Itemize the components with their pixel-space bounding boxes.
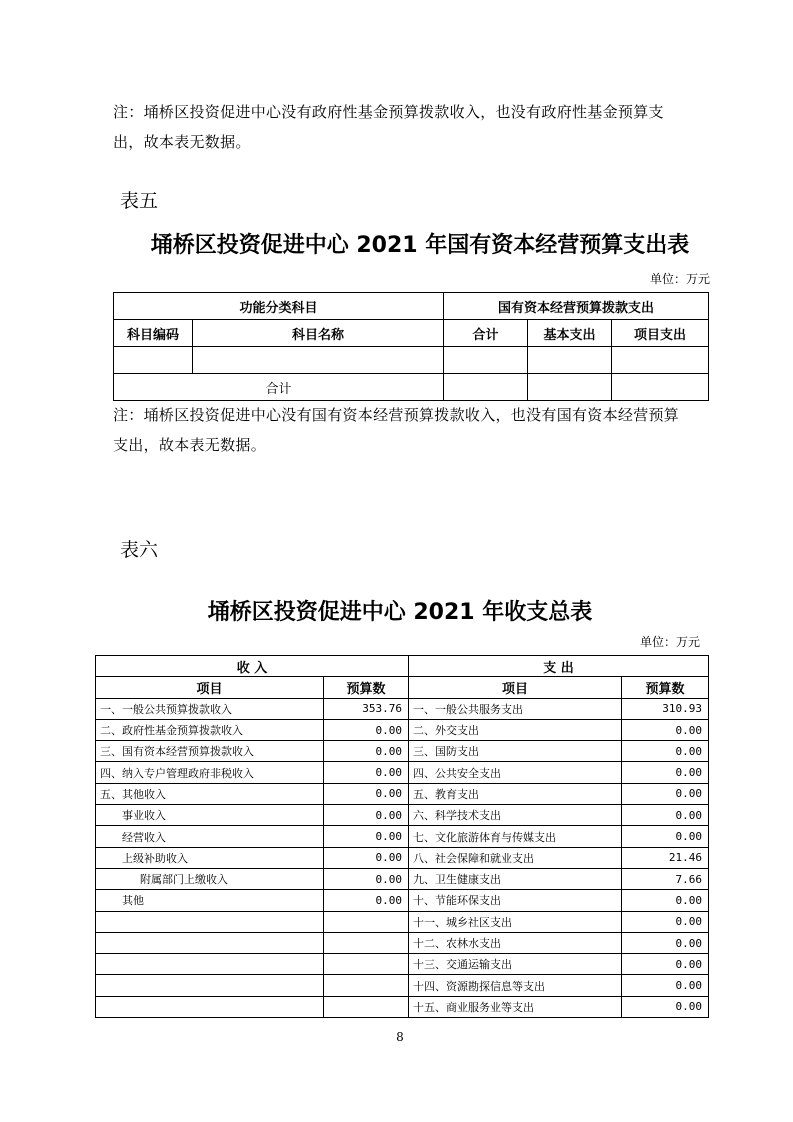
table-row	[96, 783, 709, 804]
table5-col-total: 合计	[444, 320, 528, 347]
income-item	[96, 954, 324, 975]
expense-item: 四、公共安全支出	[409, 762, 622, 783]
table5	[113, 292, 709, 401]
note-2-line-2: 支出，故本表无数据。	[113, 436, 267, 454]
table-row	[96, 741, 709, 762]
table-row	[96, 719, 709, 740]
income-value	[324, 996, 409, 1017]
table5-empty-cell	[444, 374, 528, 401]
expense-item: 十四、资源勘探信息等支出	[409, 975, 622, 996]
table6-col-income-budget: 预算数	[324, 677, 409, 698]
expense-item: 十一、城乡社区支出	[409, 911, 622, 932]
income-item: 四、纳入专户管理政府非税收入	[96, 762, 324, 783]
table5-col-basic: 基本支出	[528, 320, 612, 347]
income-value	[324, 911, 409, 932]
table-row	[96, 762, 709, 783]
table5-unit: 单位：万元	[649, 272, 710, 286]
table6-col-income-item: 项目	[96, 677, 324, 698]
table6-title: 埇桥区投资促进中心 2021 年收支总表	[207, 600, 593, 625]
expense-value: 310.93	[622, 698, 709, 719]
table5-empty-cell	[444, 347, 528, 374]
expense-item: 十、节能环保支出	[409, 890, 622, 911]
table5-empty-cell	[612, 374, 709, 401]
expense-value: 0.00	[622, 762, 709, 783]
expense-item: 三、国防支出	[409, 741, 622, 762]
expense-value: 0.00	[622, 932, 709, 953]
expense-item: 七、文化旅游体育与传媒支出	[409, 826, 622, 847]
table-row	[96, 868, 709, 889]
table5-empty-cell	[528, 347, 612, 374]
table5-group-state-capital: 国有资本经营预算拨款支出	[444, 293, 709, 320]
table6-income-header: 收 入	[96, 656, 409, 677]
income-value: 0.00	[324, 805, 409, 826]
income-item	[96, 975, 324, 996]
expense-item: 八、社会保障和就业支出	[409, 847, 622, 868]
table-row	[96, 805, 709, 826]
income-value	[324, 975, 409, 996]
income-item: 其他	[96, 890, 324, 911]
income-item: 上级补助收入	[96, 847, 324, 868]
expense-item: 十五、商业服务业等支出	[409, 996, 622, 1017]
income-value: 353.76	[324, 698, 409, 719]
expense-value: 0.00	[622, 975, 709, 996]
expense-value: 7.66	[622, 868, 709, 889]
table6-expense-header: 支 出	[409, 656, 709, 677]
expense-item: 十三、交通运输支出	[409, 954, 622, 975]
expense-item: 二、外交支出	[409, 719, 622, 740]
expense-item: 六、科学技术支出	[409, 805, 622, 826]
table6-col-expense-item: 项目	[409, 677, 622, 698]
expense-item: 一、一般公共服务支出	[409, 698, 622, 719]
note-2-line-1: 注：埇桥区投资促进中心没有国有资本经营预算拨款收入，也没有国有资本经营预算	[113, 406, 680, 424]
expense-value: 0.00	[622, 890, 709, 911]
table-row	[96, 996, 709, 1017]
expense-value: 0.00	[622, 996, 709, 1017]
table6-unit: 单位：万元	[639, 635, 700, 649]
income-item	[96, 932, 324, 953]
expense-value: 0.00	[622, 805, 709, 826]
income-item: 一、一般公共预算拨款收入	[96, 698, 324, 719]
table5-total-label: 合计	[114, 374, 444, 401]
table-row	[96, 890, 709, 911]
table5-group-functional: 功能分类科目	[114, 293, 444, 320]
income-item: 附属部门上缴收入	[96, 868, 324, 889]
income-value	[324, 954, 409, 975]
table5-title: 埇桥区投资促进中心 2021 年国有资本经营预算支出表	[150, 233, 690, 258]
income-value	[324, 932, 409, 953]
income-item: 二、政府性基金预算拨款收入	[96, 719, 324, 740]
income-value: 0.00	[324, 719, 409, 740]
table-row	[96, 826, 709, 847]
expense-value: 0.00	[622, 783, 709, 804]
note-1	[113, 97, 713, 157]
table5-empty-cell	[528, 374, 612, 401]
income-value: 0.00	[324, 868, 409, 889]
page-number: 8	[396, 1030, 404, 1044]
income-value: 0.00	[324, 741, 409, 762]
expense-value: 21.46	[622, 847, 709, 868]
table5-empty-cell	[193, 347, 444, 374]
expense-value: 0.00	[622, 826, 709, 847]
income-value: 0.00	[324, 783, 409, 804]
table5-heading: 表五	[120, 190, 159, 212]
table5-col-project: 项目支出	[612, 320, 709, 347]
table-row	[96, 954, 709, 975]
table-row	[96, 698, 709, 719]
table-row	[96, 932, 709, 953]
table-row	[96, 847, 709, 868]
income-item	[96, 911, 324, 932]
expense-item: 五、教育支出	[409, 783, 622, 804]
note-1-line-2: 出，故本表无数据。	[113, 133, 251, 151]
table6-col-expense-budget: 预算数	[622, 677, 709, 698]
note-2	[113, 400, 723, 460]
table5-empty-cell	[612, 347, 709, 374]
expense-value: 0.00	[622, 719, 709, 740]
table6-heading: 表六	[120, 539, 159, 561]
table6	[95, 655, 709, 1018]
expense-value: 0.00	[622, 741, 709, 762]
note-1-line-1: 注：埇桥区投资促进中心没有政府性基金预算拨款收入，也没有政府性基金预算支	[113, 103, 664, 121]
table5-col-name: 科目名称	[193, 320, 444, 347]
expense-item: 十二、农林水支出	[409, 932, 622, 953]
income-value: 0.00	[324, 847, 409, 868]
income-item: 五、其他收入	[96, 783, 324, 804]
table5-col-code: 科目编码	[114, 320, 193, 347]
income-value: 0.00	[324, 762, 409, 783]
table-row	[96, 975, 709, 996]
income-item: 事业收入	[96, 805, 324, 826]
income-item: 三、国有资本经营预算拨款收入	[96, 741, 324, 762]
expense-value: 0.00	[622, 911, 709, 932]
expense-value: 0.00	[622, 954, 709, 975]
table-row	[96, 911, 709, 932]
expense-item: 九、卫生健康支出	[409, 868, 622, 889]
income-item	[96, 996, 324, 1017]
income-value: 0.00	[324, 826, 409, 847]
income-item: 经营收入	[96, 826, 324, 847]
income-value: 0.00	[324, 890, 409, 911]
table5-empty-cell	[114, 347, 193, 374]
